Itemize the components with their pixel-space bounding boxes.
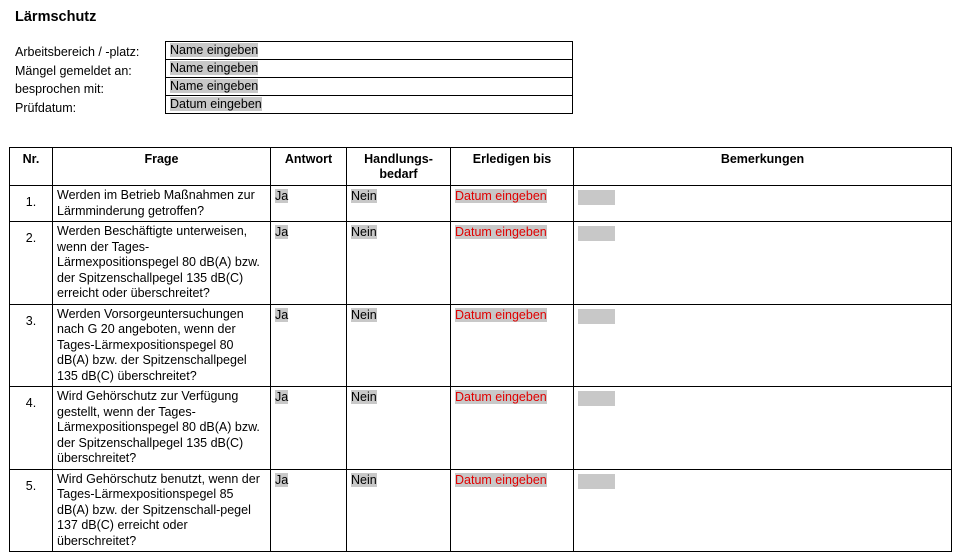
answer-field[interactable]: Ja xyxy=(275,390,289,404)
due-date-cell xyxy=(451,186,574,222)
arbeitsbereich-input[interactable]: Name eingeben xyxy=(170,43,259,57)
field-cell-besprochen xyxy=(166,78,573,96)
field-cell-arbeitsbereich xyxy=(166,42,573,60)
action-needed-cell xyxy=(347,387,451,470)
action-needed-cell xyxy=(347,186,451,222)
action-needed-cell xyxy=(347,304,451,387)
label-maengel: Mängel gemeldet an: xyxy=(15,63,132,78)
row-number: 4. xyxy=(10,387,53,470)
answer-cell xyxy=(271,222,347,305)
header-fields-table xyxy=(165,41,573,114)
due-date-cell xyxy=(451,469,574,552)
pruefdatum-input[interactable]: Datum eingeben xyxy=(170,97,262,111)
col-header-bemerkungen: Bemerkungen xyxy=(574,148,952,186)
col-header-handlungsbedarf: Handlungs- bedarf xyxy=(347,148,451,186)
remarks-cell xyxy=(574,222,952,305)
answer-cell xyxy=(271,387,347,470)
table-row xyxy=(10,387,952,470)
row-number: 5. xyxy=(10,469,53,552)
question-text: Werden im Betrieb Maßnahmen zur Lärmminderung getroffen? xyxy=(53,186,271,222)
besprochen-input[interactable]: Name eingeben xyxy=(170,79,259,93)
answer-cell xyxy=(271,469,347,552)
action-needed-field[interactable]: Nein xyxy=(351,390,377,404)
field-cell-maengel xyxy=(166,60,573,78)
remarks-field[interactable] xyxy=(578,190,615,205)
due-date-cell xyxy=(451,387,574,470)
table-header-row xyxy=(10,148,952,186)
action-needed-cell xyxy=(347,222,451,305)
field-cell-pruefdatum xyxy=(166,96,573,114)
col-header-frage: Frage xyxy=(53,148,271,186)
remarks-cell xyxy=(574,186,952,222)
answer-field[interactable]: Ja xyxy=(275,307,289,322)
question-text: Werden Vorsorgeuntersuchungen nach G 20 angeboten, wenn der Tages-Lärmexpositionspegel 80 dB(A) bzw. der Spitzenschallpegel 135 dB(C) überschreitet? xyxy=(53,304,271,387)
due-date-cell xyxy=(451,304,574,387)
action-needed-field[interactable]: Nein xyxy=(351,307,377,322)
action-needed-field[interactable]: Nein xyxy=(351,225,377,239)
due-date-field[interactable]: Datum eingeben xyxy=(455,225,547,239)
checklist-table xyxy=(9,147,952,552)
remarks-cell xyxy=(574,387,952,470)
answer-field[interactable]: Ja xyxy=(275,189,289,203)
due-date-cell xyxy=(451,222,574,305)
table-row xyxy=(10,469,952,552)
row-number: 2. xyxy=(10,222,53,305)
question-text: Werden Beschäftigte unterweisen, wenn der Tages-Lärmexpositionspegel 80 dB(A) bzw. der Spitzenschallpegel 135 dB(C) erreicht oder überschreitet? xyxy=(53,222,271,305)
remarks-cell xyxy=(574,469,952,552)
action-needed-field[interactable]: Nein xyxy=(351,472,377,487)
answer-field[interactable]: Ja xyxy=(275,225,289,239)
label-besprochen: besprochen mit: xyxy=(15,82,104,96)
action-needed-cell xyxy=(347,469,451,552)
answer-field[interactable]: Ja xyxy=(275,472,289,487)
col-header-nr: Nr. xyxy=(10,148,53,186)
action-needed-field[interactable]: Nein xyxy=(351,189,377,203)
table-row xyxy=(10,186,952,222)
remarks-field[interactable] xyxy=(578,391,615,406)
answer-cell xyxy=(271,186,347,222)
label-arbeitsbereich: Arbeitsbereich / -platz: xyxy=(15,45,140,59)
maengel-input[interactable]: Name eingeben xyxy=(170,61,259,75)
row-number: 3. xyxy=(10,304,53,387)
due-date-field[interactable]: Datum eingeben xyxy=(455,189,547,203)
row-number: 1. xyxy=(10,186,53,222)
header-labels xyxy=(15,43,139,117)
label-pruefdatum: Prüfdatum: xyxy=(15,100,77,115)
due-date-field[interactable]: Datum eingeben xyxy=(455,472,547,487)
col-header-antwort: Antwort xyxy=(271,148,347,186)
page-title: Lärmschutz xyxy=(15,9,97,25)
remarks-cell xyxy=(574,304,952,387)
remarks-field[interactable] xyxy=(578,309,615,324)
remarks-field[interactable] xyxy=(578,226,615,241)
table-row xyxy=(10,304,952,387)
question-text: Wird Gehörschutz zur Verfügung gestellt, wenn der Tages-Lärmexpositionspegel 80 dB(A) bzw. der Spitzenschallpegel 135 dB(C) überschreitet? xyxy=(53,387,271,470)
table-row xyxy=(10,222,952,305)
remarks-field[interactable] xyxy=(578,474,615,489)
due-date-field[interactable]: Datum eingeben xyxy=(455,307,547,322)
due-date-field[interactable]: Datum eingeben xyxy=(455,390,547,404)
col-header-erledigen: Erledigen bis xyxy=(451,148,574,186)
question-text: Wird Gehörschutz benutzt, wenn der Tages-Lärmexpositionspegel 85 dB(A) bzw. der Spitzenschall-pegel 137 dB(C) erreicht oder überschreitet? xyxy=(53,469,271,552)
answer-cell xyxy=(271,304,347,387)
